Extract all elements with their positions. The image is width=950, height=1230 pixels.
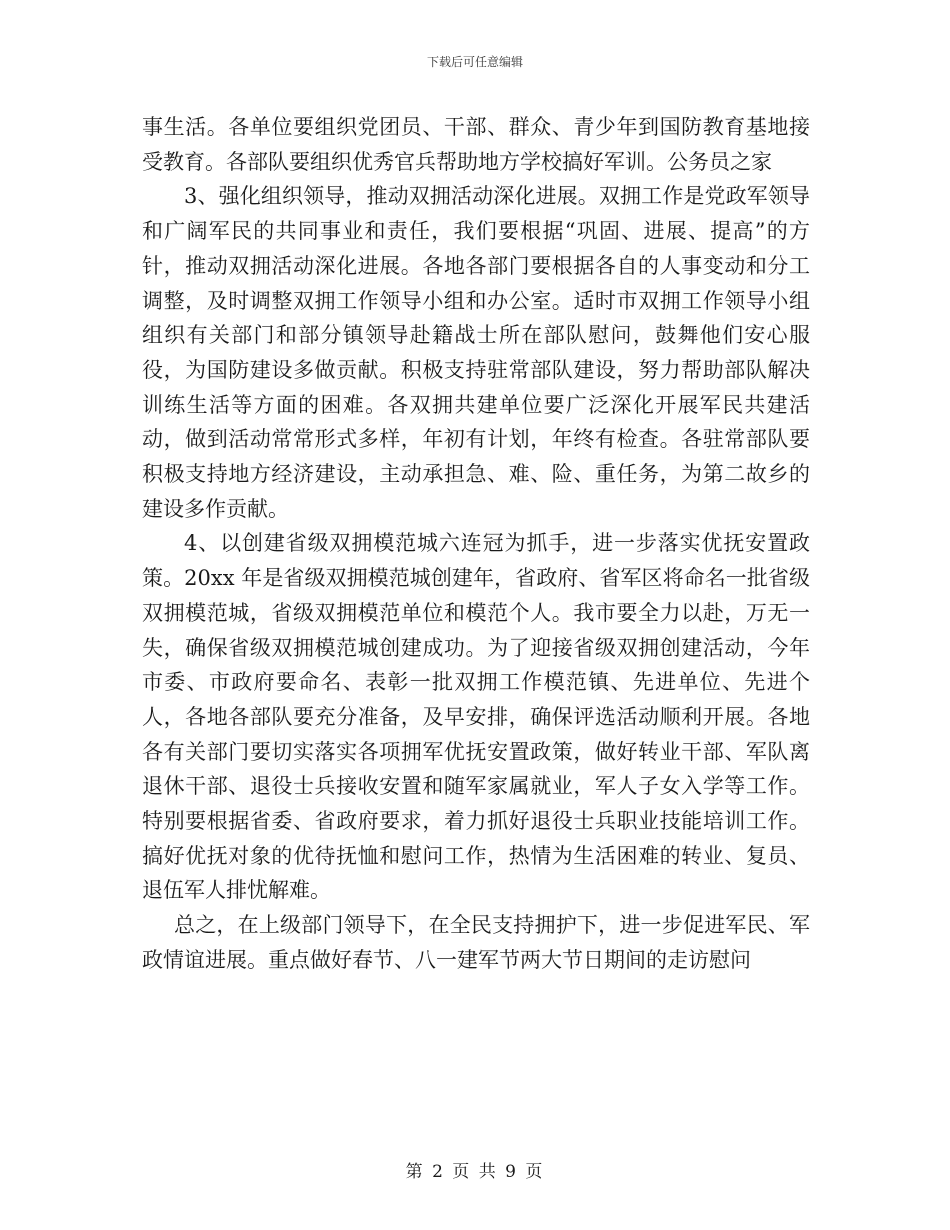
paragraph-continuation: 事生活。各单位要组织党团员、干部、群众、青少年到国防教育基地接受教育。各部队要组织优秀官兵帮助地方学校搞好军训。公务员之家	[142, 115, 810, 174]
paragraph-summary: 总之，在上级部门领导下，在全民支持拥护下，进一步促进军民、军政情谊进展。重点做好春节、八一建军节两大节日期间的走访慰问	[142, 913, 810, 972]
page-header-note: 下载后可任意编辑	[426, 55, 523, 69]
paragraph-section-4: 4、以创建省级双拥模范城六连冠为抓手，进一步落实优抚安置政策。20xx 年是省级双拥模范城创建年，省政府、省军区将命名一批省级双拥模范城，省级双拥模范单位和模范个人。我市要全力以赴，万无一失，确保省级双拥模范城创建成功。为了迎接省级双拥创建活动，今年市委、市政府要命名、表彰一批双拥工作模范镇、先进单位、先进个人，各地各部队要充分准备，及早安排，确保评选活动顺利开展。各地各有关部门要切实落实各项拥军优抚安置政策，做好转业干部、军队离退休干部、退役士兵接收安置和随军家属就业，军人子女入学等工作。特别要根据省委、省政府要求，着力抓好退役士兵职业技能培训工作。搞好优抚对象的优待抚恤和慰问工作，热情为生活困难的转业、复员、退伍军人排忧解难。	[142, 531, 810, 903]
page-number-footer: 第 2 页 共 9 页	[405, 1162, 545, 1182]
document-body	[142, 110, 810, 978]
paragraph-section-3: 3、强化组织领导，推动双拥活动深化进展。双拥工作是党政军领导和广阔军民的共同事业和责任，我们要根据“巩固、进展、提高”的方针，推动双拥活动深化进展。各地各部门要根据各自的人事变动和分工调整，及时调整双拥工作领导小组和办公室。适时市双拥工作领导小组组织有关部门和部分镇领导赴籍战士所在部队慰问，鼓舞他们安心服役，为国防建设多做贡献。积极支持驻常部队建设，努力帮助部队解决训练生活等方面的困难。各双拥共建单位要广泛深化开展军民共建活动，做到活动常常形式多样，年初有计划，年终有检查。各驻常部队要积极支持地方经济建设，主动承担急、难、险、重任务，为第二故乡的建设多作贡献。	[142, 184, 810, 521]
